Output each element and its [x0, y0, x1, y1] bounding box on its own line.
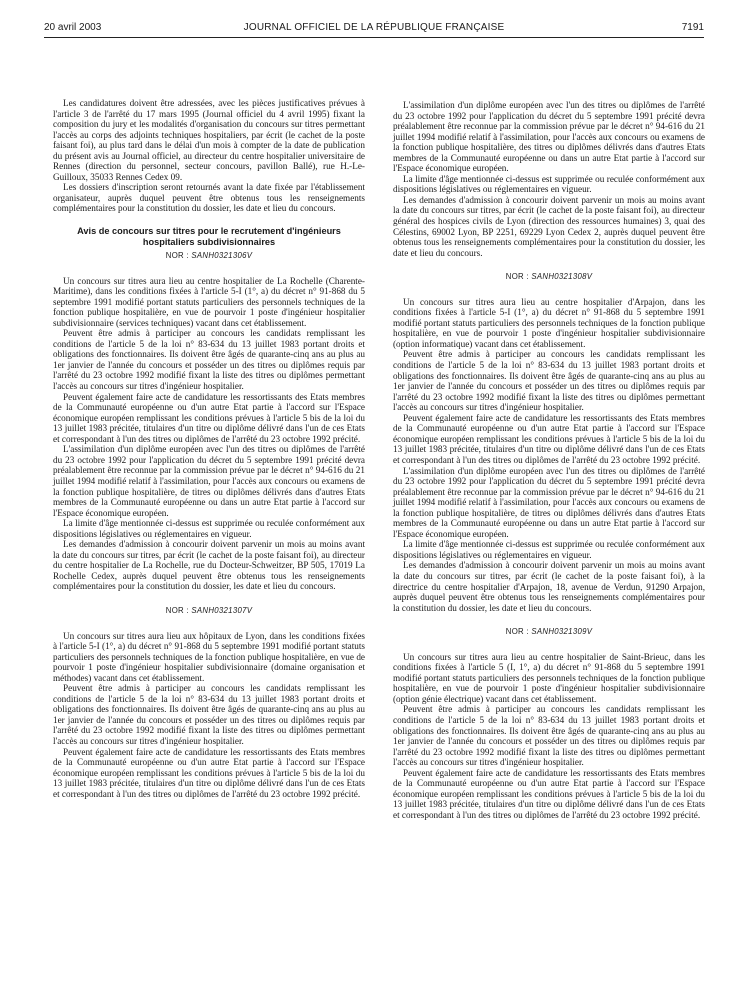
- paragraph: Un concours sur titres aura lieu au centre hospitalier de Saint-Brieuc, dans les conditions fixées à l'article 5 (I, 1°, a) du décret n° 91-868 du 5 septembre 1991 modifié portant statuts particuliers des personnels techniques de la fonction publique hospitalière, en vue de pourvoir 1 poste d'ingénieur hospitalier subdivisionnaire (option génie électrique) vacant dans cet établissement.: [393, 651, 705, 704]
- right-column: [393, 100, 705, 820]
- paragraph: Les demandes d'admission à concourir doivent parvenir un mois au moins avant la date du concours sur titres, par écrit (le cachet de la poste faisant foi), au directeur général des hospices civils de Lyon (direction des ressources humaines) 3, quai des Célestins, 69002 Lyon, BP 2251, 69229 Lyon Cedex 2, auprès duquel peuvent être obtenus tous les renseignements complémentaires pour la constitution du dossier, les date et lieu du concours.: [393, 194, 705, 258]
- paragraph: La limite d'âge mentionnée ci-dessus est supprimée ou reculée conformément aux dispositions législatives ou réglementaires en vigueur.: [53, 518, 365, 539]
- page-number: 7191: [681, 22, 704, 33]
- nor-code: SANH0321306V: [191, 251, 253, 261]
- paragraph: Un concours sur titres aura lieu aux hôpitaux de Lyon, dans les conditions fixées à l'article 5-I (1°, a) du décret n° 91-868 du 5 septembre 1991 modifié portant statuts particuliers des personnels techniques de la fonction publique hospitalière, en vue de pourvoir 1 poste d'ingénieur hospitalier subdivisionnaire (domaine organisation et méthodes) vacant dans cet établissement.: [53, 630, 365, 683]
- paragraph: Peuvent être admis à participer au concours les candidats remplissant les conditions de l'article 5 de la loi n° 83-634 du 13 juillet 1983 portant droits et obligations des fonctionnaires. Ils doivent être âgés de quarante-cinq ans au plus au 1er janvier de l'année du concours et posséder un des titres ou diplômes requis par l'arrêté du 23 octobre 1992 modifié fixant la liste des titres ou diplômes permettant l'accès au concours sur titres d'ingénieur hospitalier.: [53, 683, 365, 746]
- paragraph: Les dossiers d'inscription seront retournés avant la date fixée par l'établissement organisateur, auprès duquel peuvent être obtenus tous les renseignements complémentaires pour la constitution du dossier, les date et lieu du concours.: [53, 182, 365, 214]
- paragraph: La limite d'âge mentionnée ci-dessus est supprimée ou reculée conformément aux dispositions législatives ou réglementaires en vigueur.: [393, 173, 705, 195]
- nor-code: SANH0321309V: [531, 627, 593, 637]
- nor-label: NOR :: [165, 605, 189, 615]
- paragraph: Les demandes d'admission à concourir doivent parvenir un mois au moins avant la date du concours sur titres, par écrit (le cachet de la poste faisant foi), au directeur du centre hospitalier de La Rochelle, rue du Docteur-Schweitzer, BP 505, 17019 La Rochelle Cedex, auprès duquel peuvent être obtenus tous les renseignements complémentaires pour la constitution du dossier, les date et lieu du concours.: [53, 539, 365, 592]
- paragraph: Les demandes d'admission à concourir doivent parvenir un mois au moins avant la date du concours sur titres, par écrit (le cachet de la poste faisant foi), à la directrice du centre hospitalier d'Arpajon, 18, avenue de Verdun, 91290 Arpajon, auprès duquel peuvent être obtenus tous les renseignements complémentaires pour la constitution du dossier, les date et lieu du concours.: [393, 560, 705, 613]
- nor-label: NOR :: [165, 251, 189, 261]
- paragraph: Peuvent être admis à participer au concours les candidats remplissant les conditions de l'article 5 de la loi n° 83-634 du 13 juillet 1983 portant droits et obligations des fonctionnaires. Ils doivent être âgés de quarante-cinq ans au plus au 1er janvier de l'année du concours et posséder un des titres ou diplômes requis par l'arrêté du 23 octobre 1992 modifié fixant la liste des titres ou diplômes permettant l'accès au concours sur titres d'ingénieur hospitalier.: [393, 349, 705, 413]
- paragraph: Peuvent être admis à participer au concours les candidats remplissant les conditions de l'article 5 de la loi n° 83-634 du 13 juillet 1983 portant droits et obligations des fonctionnaires. Ils doivent être âgés de quarante-cinq ans au plus au 1er janvier de l'année du concours et posséder un des titres ou diplômes requis par l'arrêté du 23 octobre 1992 modifié fixant la liste des titres ou diplômes permettant l'accès au concours sur titres d'ingénieur hospitalier.: [53, 328, 365, 392]
- nor-reference: [53, 606, 365, 617]
- page-header: [44, 22, 704, 36]
- header-date: 20 avril 2003: [44, 22, 102, 33]
- paragraph: Un concours sur titres aura lieu au centre hospitalier d'Arpajon, dans les conditions fixées à l'article 5-I (1°, a) du décret n° 91-868 du 5 septembre 1991 modifié portant statuts particuliers des personnels techniques de la fonction publique hospitalière, en vue de pourvoir 1 poste d'ingénieur hospitalier subdivisionnaire (option informatique) vacant dans cet établissement.: [393, 296, 705, 349]
- header-rule: [44, 37, 704, 38]
- nor-reference: [53, 251, 365, 262]
- paragraph: Les candidatures doivent être adressées, avec les pièces justificatives prévues à l'article 3 de l'arrêté du 17 mars 1995 (Journal officiel du 4 avril 1995) fixant la composition du jury et les modalités d'organisation du concours sur titres permettant l'accès au corps des adjoints techniques hospitaliers, par écrit (le cachet de la poste faisant foi), au plus tard dans le délai d'un mois à compter de la date de publication du présent avis au Journal officiel, au directeur du centre hospitalier universitaire de Rennes (direction du personnel, secteur concours, pavillon Ballé), rue H.-Le-Guilloux, 35033 Rennes Cedex 09.: [53, 98, 365, 182]
- paragraph: Peuvent également faire acte de candidature les ressortissants des Etats membres de la Communauté européenne ou d'un autre Etat partie à l'accord sur l'Espace économique européen remplissant les conditions prévues à l'article 5 bis de la loi du 13 juillet 1983 précitée, titulaires d'un titre ou diplôme délivré dans l'un de ces Etats et correspondant à l'un des titres ou diplômes de l'arrêté du 23 octobre 1992 précité.: [53, 391, 365, 444]
- paragraph: Un concours sur titres aura lieu au centre hospitalier de La Rochelle (Charente-Maritime), dans les conditions fixées à l'article 5-I (1°, a) du décret n° 91-868 du 5 septembre 1991 modifié portant statuts particuliers des personnels techniques de la fonction publique hospitalière, en vue de pourvoir 1 poste d'ingénieur hospitalier subdivisionnaire (services techniques) vacant dans cet établissement.: [53, 275, 365, 328]
- nor-label: NOR :: [505, 627, 529, 637]
- paragraph: La limite d'âge mentionnée ci-dessus est supprimée ou reculée conformément aux dispositions législatives ou réglementaires en vigueur.: [393, 539, 705, 560]
- paragraph: Peuvent également faire acte de candidature les ressortissants des Etats membres de la Communauté européenne ou d'un autre Etat partie à l'accord sur l'Espace économique européen remplissant les conditions prévues à l'article 5 bis de la loi du 13 juillet 1983 précitée, titulaires d'un titre ou diplôme délivré dans l'un de ces Etats et correspondant à l'un des titres ou diplômes de l'arrêté du 23 octobre 1992 précité.: [393, 412, 705, 465]
- header-title: JOURNAL OFFICIEL DE LA RÉPUBLIQUE FRANÇAISE: [243, 22, 505, 33]
- nor-reference: [393, 627, 705, 638]
- nor-label: NOR :: [505, 272, 529, 282]
- left-column: [53, 98, 365, 799]
- paragraph: L'assimilation d'un diplôme européen avec l'un des titres ou diplômes de l'arrêté du 23 octobre 1992 pour l'application du décret du 5 septembre 1991 précité devra préalablement être reconnue par la commission prévue par le décret n° 94-616 du 21 juillet 1994 modifié relatif à l'assimilation, pour l'accès aux concours ou examens de la fonction publique hospitalière, de titres ou diplômes délivrés dans d'autres Etats membres de la Communauté européenne ou dans un autre Etat partie à l'accord sur l'Espace économique européen.: [53, 444, 365, 518]
- nor-code: SANH0321308V: [531, 272, 593, 282]
- nor-code: SANH0321307V: [191, 605, 253, 615]
- paragraph: L'assimilation d'un diplôme européen avec l'un des titres ou diplômes de l'arrêté du 23 octobre 1992 pour l'application du décret du 5 septembre 1991 précité devra préalablement être reconnue par la commission prévue par le décret n° 94-616 du 21 juillet 1994 modifié relatif à l'assimilation, pour l'accès aux concours ou examens de la fonction publique hospitalière, de titres ou diplômes délivrés dans d'autres Etats membres de la Communauté européenne ou dans un autre Etat partie à l'accord sur l'Espace économique européen.: [393, 465, 705, 539]
- nor-reference: [393, 272, 705, 283]
- paragraph: L'assimilation d'un diplôme européen avec l'un des titres ou diplômes de l'arrêté du 23 octobre 1992 pour l'application du décret du 5 septembre 1991 précité devra préalablement être reconnue par la commission prévue par le décret n° 94-616 du 21 juillet 1994 modifié relatif à l'assimilation, pour l'accès aux concours ou examens de la fonction publique hospitalière, des titres ou diplômes délivrés dans d'autres Etats membres de la Communauté européenne ou dans un autre Etat partie à l'accord sur l'Espace économique européen.: [393, 100, 705, 174]
- paragraph: Peuvent également faire acte de candidature les ressortissants des Etats membres de la Communauté européenne ou d'un autre Etat partie à l'accord sur l'Espace économique européen remplissant les conditions prévues à l'article 5 bis de la loi du 13 juillet 1983 précitée, titulaires d'un titre ou diplôme délivré dans l'un de ces Etats et correspondant à l'un des titres ou diplômes de l'arrêté du 23 octobre 1992 précité.: [53, 746, 365, 799]
- paragraph: Peuvent être admis à participer au concours les candidats remplissant les conditions de l'article 5 de la loi n° 83-634 du 13 juillet 1983 portant droits et obligations des fonctionnaires. Ils doivent être âgés de quarante-cinq ans au plus au 1er janvier de l'année du concours et posséder un des titres ou diplômes requis par l'arrêté du 23 octobre 1992 modifié fixant la liste des titres ou diplômes permettant l'accès au concours sur titres d'ingénieur hospitalier.: [393, 704, 705, 768]
- paragraph: Peuvent également faire acte de candidature les ressortissants des Etats membres de la Communauté européenne ou d'un autre Etat partie à l'accord sur l'Espace économique européen remplissant les conditions prévues à l'article 5 bis de la loi du 13 juillet 1983 précitée, titulaires d'un titre ou diplôme délivré dans l'un de ces Etats et correspondant à l'un des titres ou diplômes de l'arrêté du 23 octobre 1992 précité.: [393, 767, 705, 820]
- notice-heading: Avis de concours sur titres pour le recrutement d'ingénieurs hospitaliers subdivisionnaires: [77, 226, 341, 247]
